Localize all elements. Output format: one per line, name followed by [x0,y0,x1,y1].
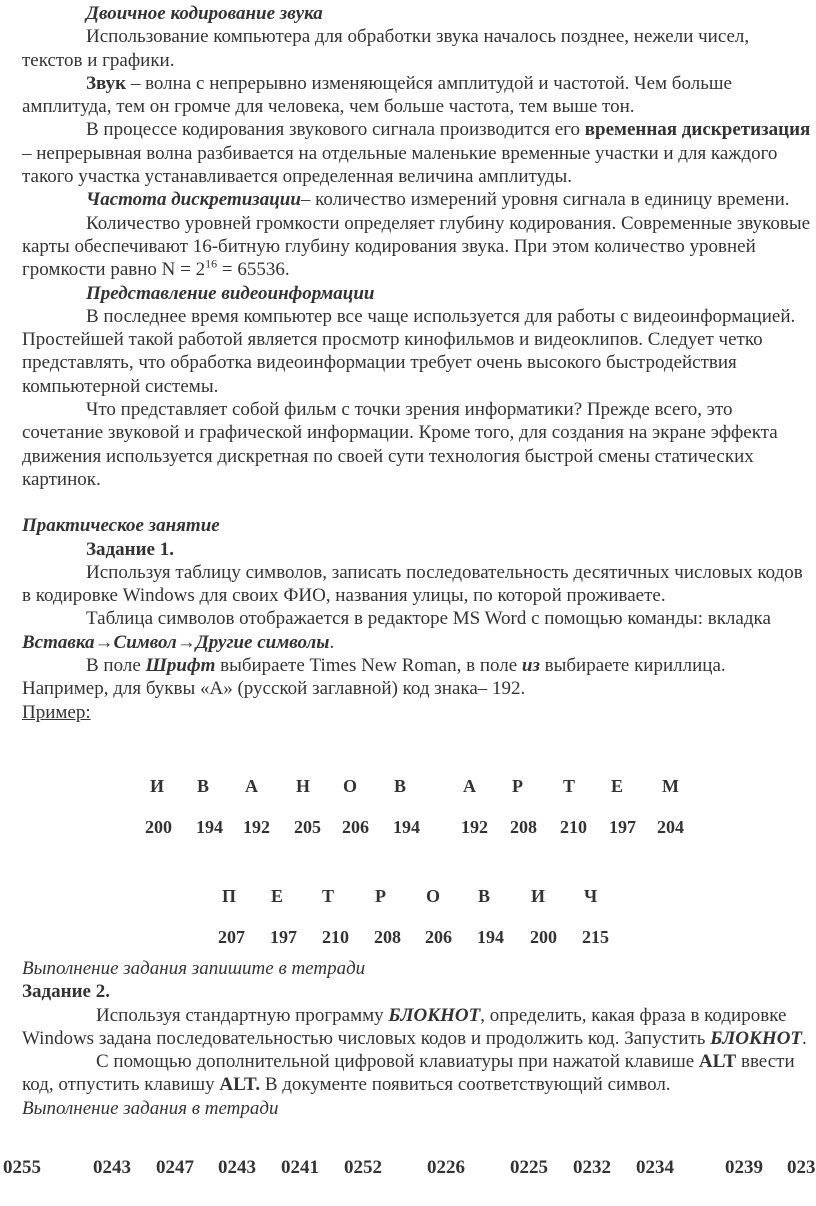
example-code: 208 [510,817,537,837]
example-code: 192 [461,817,488,837]
example-letter: О [343,776,358,796]
task1-paragraph-3: В поле Шрифт выбираете Times New Roman, в поле из выбираете кириллица. Например, для буквы «А» (русской заглавной) код знака– 192. [22,655,726,700]
video-paragraph-2: Что представляет собой фильм с точки зрения информатики? Прежде всего, это сочетание звуковой и графической информации. Кроме того, для создания на экране эффекта движения используется дискретная по своей сути технология быстрой смены статических картинок. [22,399,778,490]
task2-code: 0243 [218,1157,256,1178]
example-code: 204 [657,817,684,837]
video-paragraph-1: В последнее время компьютер все чаще используется для работы с видеоинформацией. Простейшей такой работой является просмотр кинофильмов и видеоклипов. Следует четко представлять, что обработка видеоинформации требует очень высокого быстродействия компьютерной системы. [22,305,796,397]
example-code: 206 [342,817,369,837]
task2-code: 0234 [636,1157,674,1178]
task2-block [22,957,814,1120]
example-code: 197 [609,817,636,837]
example-letter: М [662,776,679,796]
task2-paragraph-1: Используя стандартную программу БЛОКНОТ, определить, какая фраза в кодировке Windows задана последовательностью числовых кодов и продолжить код. Запустить БЛОКНОТ. [22,1004,807,1049]
example-code: 194 [477,927,504,947]
task2-code: 0241 [281,1157,319,1178]
example-letter: Е [611,776,624,796]
task2-note: Выполнение задания в тетради [22,1097,279,1119]
example-letter: О [426,886,441,906]
task2-code-sequence [0,1156,816,1182]
example-letter: Т [322,886,335,906]
video-section-title: Представление видеоинформации [86,282,375,304]
sound-paragraph-2: Звук – волна с непрерывно изменяющейся амплитудой и частотой. Чем больше амплитуда, тем он громче для человека, чем больше частота, тем выше тон. [22,72,732,118]
example-letter: Р [375,886,386,906]
example-code: 197 [270,927,297,947]
example-letter: И [531,886,546,906]
practice-title: Практическое занятие [22,515,220,537]
example-letter: В [394,776,407,796]
example-code: 200 [145,817,172,837]
task1-paragraph-2: Таблица символов отображается в редакторе MS Word с помощью команды: вкладка Вставка→Символ→Другие символы. [22,608,771,653]
example-code: 208 [374,927,401,947]
example-code: 192 [243,817,270,837]
example-letter: Н [296,776,311,796]
task2-code: 0243 [93,1157,131,1178]
spacer [22,491,814,514]
task1-heading: Задание 1. [86,538,174,560]
example-letter: И [150,776,165,796]
task2-code: 0255 [3,1157,41,1178]
example-code: 215 [582,927,609,947]
sound-section-title: Двоичное кодирование звука [86,3,323,24]
task1-paragraph-1: Используя таблицу символов, записать последовательность десятичных числовых кодов в кодировке Windows для своих ФИО, названия улицы, по которой проживаете. [22,561,803,607]
task2-code: 023 [787,1157,816,1178]
example-code: 205 [294,817,321,837]
task2-code: 0225 [510,1157,548,1178]
example-code: 207 [218,927,245,947]
example-code: 206 [425,927,452,947]
task2-heading: Задание 2. [22,981,110,1003]
task2-code: 0252 [344,1157,382,1178]
example-code: 210 [560,817,587,837]
sound-paragraph-5: Количество уровней громкости определяет глубину кодирования. Современные звуковые карты обеспечивают 16-битную глубину кодирования звука. При этом количество уровней громкости равно $N = 2^{16} = 65536$. [22,212,811,281]
task2-code: 0226 [427,1157,465,1178]
example-letter: Р [512,776,523,796]
example-letter: Ч [584,886,598,906]
example-letter: Т [563,776,576,796]
example-letter: В [478,886,491,906]
sound-paragraph-4: Частота дискретизации– количество измерений уровня сигнала в единицу времени. [86,189,790,211]
example-code: 200 [530,927,557,947]
example-code: 194 [393,817,420,837]
task2-code: 0247 [156,1157,194,1178]
example-letter: Е [271,886,284,906]
example-letter: А [245,776,258,796]
sound-paragraph-1: Использование компьютера для обработки звука началось позднее, нежели чисел, текстов и графики. [22,26,750,71]
example-letter: А [463,776,476,796]
task2-code: 0239 [725,1157,763,1178]
sound-paragraph-3: В процессе кодирования звукового сигнала производится его временная дискретизация – непрерывная волна разбивается на отдельные маленькие временные участки и для каждого такого участка устанавливается определенная величина амплитуды. [22,119,811,188]
task2-code: 0232 [573,1157,611,1178]
task2-paragraph-2: С помощью дополнительной цифровой клавиатуры при нажатой клавише ALT ввести код, отпустить клавишу ALT. В документе появиться соответствующий символ. [22,1051,795,1096]
example-label: Пример: [22,701,91,723]
example-code: 194 [196,817,223,837]
task1-note: Выполнение задания запишите в тетради [22,958,366,979]
example-code: 210 [322,927,349,947]
example-letter: П [222,886,237,906]
document-page [22,2,814,724]
example-letter: В [197,776,210,796]
